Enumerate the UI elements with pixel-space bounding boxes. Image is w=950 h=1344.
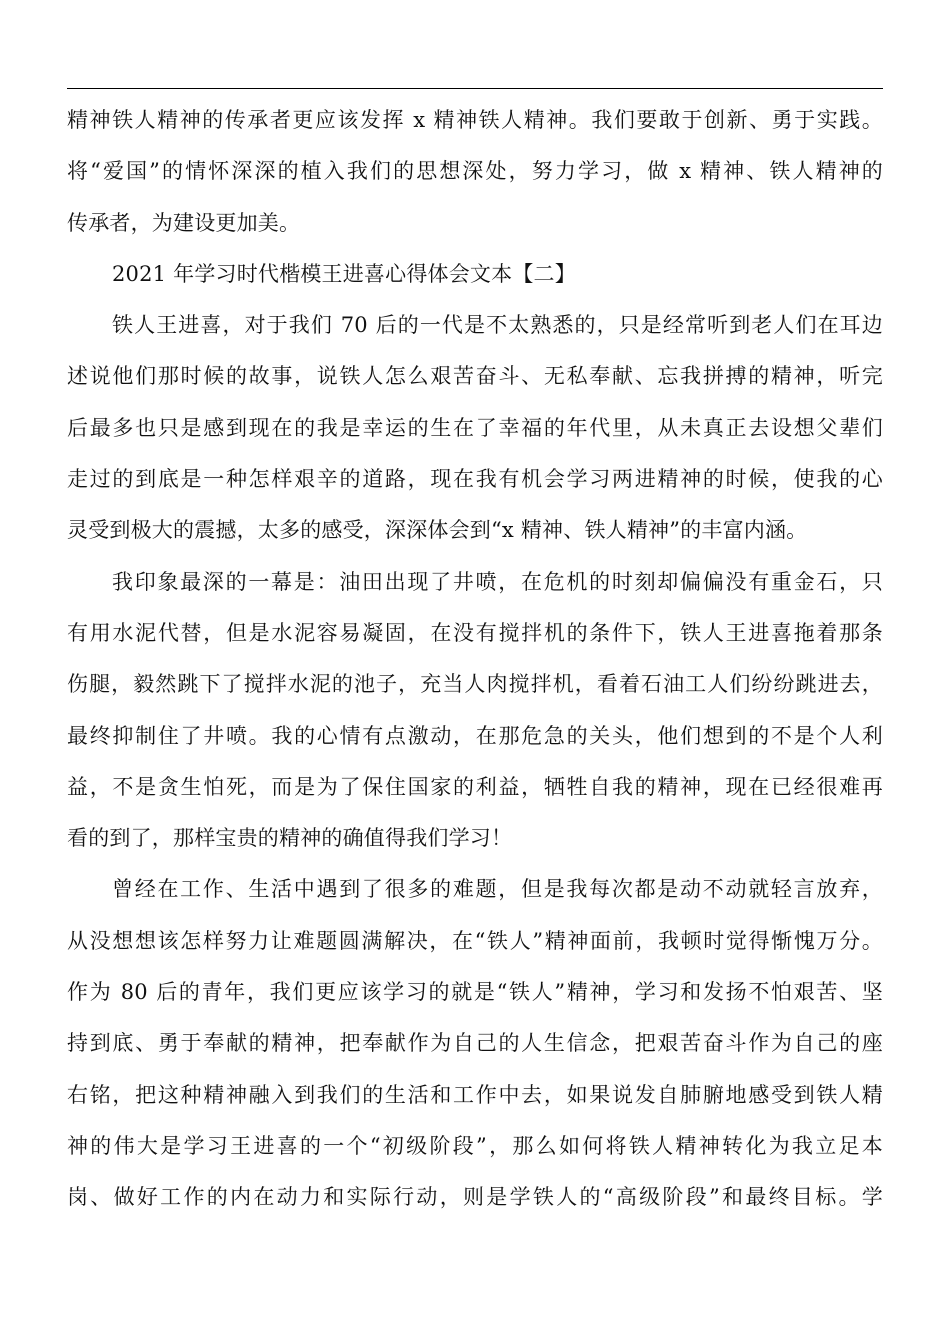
text-line: 精神铁人精神的传承者更应该发挥 x 精神铁人精神。我们要敢于创新、勇于实践。 [67, 108, 883, 132]
text-line: 走过的到底是一种怎样艰辛的道路，现在我有机会学习两进精神的时候，使我的心 [67, 467, 883, 492]
text-line: 传承者，为建设更加美。 [67, 210, 301, 235]
text-line: 神的伟大是学习王进喜的一个“初级阶段”，那么如何将铁人精神转化为我立足本 [67, 1133, 883, 1158]
text-line: 右铭，把这种精神融入到我们的生活和工作中去，如果说发自肺腑地感受到铁人精 [67, 1082, 883, 1107]
document-body [67, 95, 883, 1224]
section-heading: 2021 年学习时代楷模王进喜心得体会文本【二】 [112, 261, 576, 286]
text-line: 作为 80 后的青年，我们更应该学习的就是“铁人”精神，学习和发扬不怕艰苦、坚 [67, 980, 883, 1005]
text-line: 益，不是贪生怕死，而是为了保住国家的利益，牺牲自我的精神，现在已经很难再 [67, 774, 883, 799]
text-line: 看的到了，那样宝贵的精神的确值得我们学习！ [67, 826, 513, 851]
text-line: 铁人王进喜，对于我们 70 后的一代是不太熟悉的，只是经常听到老人们在耳边 [112, 313, 883, 338]
text-line: 灵受到极大的震撼，太多的感受，深深体会到“x 精神、铁人精神”的丰富内涵。 [67, 518, 808, 543]
header-rule [67, 88, 883, 89]
text-line: 曾经在工作、生活中遇到了很多的难题，但是我每次都是动不动就轻言放弃， [112, 877, 883, 902]
text-line: 最终抑制住了井喷。我的心情有点激动，在那危急的关头，他们想到的不是个人利 [67, 723, 883, 748]
text-line: 岗、做好工作的内在动力和实际行动，则是学铁人的“高级阶段”和最终目标。学 [67, 1185, 883, 1210]
text-line: 将“爱国”的情怀深深的植入我们的思想深处，努力学习，做 x 精神、铁人精神的 [67, 159, 883, 184]
text-line: 后最多也只是感到现在的我是幸运的生在了幸福的年代里，从未真正去设想父辈们 [67, 415, 883, 440]
text-line: 伤腿，毅然跳下了搅拌水泥的池子，充当人肉搅拌机，看着石油工人们纷纷跳进去， [67, 672, 883, 697]
text-line: 持到底、勇于奉献的精神，把奉献作为自己的人生信念，把艰苦奋斗作为自己的座 [67, 1031, 883, 1056]
text-line: 述说他们那时候的故事，说铁人怎么艰苦奋斗、无私奉献、忘我拼搏的精神，听完 [67, 364, 883, 389]
text-line: 从没想想该怎样努力让难题圆满解决，在“铁人”精神面前，我顿时觉得惭愧万分。 [67, 928, 883, 953]
text-line: 有用水泥代替，但是水泥容易凝固，在没有搅拌机的条件下，铁人王进喜拖着那条 [67, 620, 883, 645]
text-line: 我印象最深的一幕是：油田出现了井喷，在危机的时刻却偏偏没有重金石，只 [112, 569, 883, 594]
